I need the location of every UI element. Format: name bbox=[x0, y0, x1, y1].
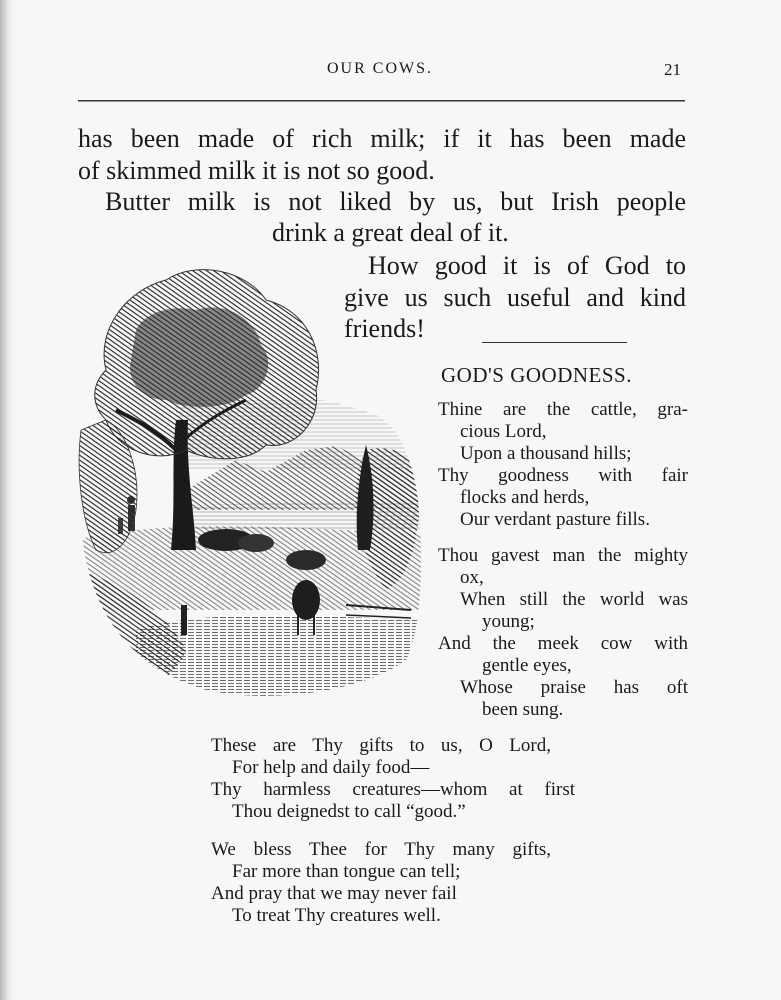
poem-line: ox, bbox=[460, 567, 484, 588]
poem-line: For help and daily food— bbox=[232, 757, 430, 778]
poem-line: Thy harmless creatures—whom at first bbox=[211, 779, 575, 800]
running-head bbox=[75, 60, 685, 84]
poem-line: When still the world was bbox=[460, 589, 688, 610]
poem-line: Thy goodness with fair bbox=[438, 465, 688, 486]
poem-line: Whose praise has oft bbox=[460, 677, 688, 698]
pastoral-engraving-icon bbox=[76, 250, 426, 710]
poem-line: And the meek cow with bbox=[438, 633, 688, 654]
prose-line: Butter milk is not liked by us, but Irish people bbox=[105, 187, 686, 216]
prose-line: of skimmed milk it is not so good. bbox=[78, 156, 435, 185]
page-edge bbox=[0, 0, 14, 1000]
poem-line: We bless Thee for Thy many gifts, bbox=[211, 839, 551, 860]
poem-line: Our verdant pasture fills. bbox=[460, 509, 650, 530]
poem-line: flocks and herds, bbox=[460, 487, 590, 508]
poem-line: young; bbox=[482, 611, 535, 632]
prose-line: give us such useful and kind bbox=[344, 283, 686, 312]
prose-line: drink a great deal of it. bbox=[272, 218, 509, 247]
page-number: 21 bbox=[664, 60, 681, 79]
poem-line: Thou deignedst to call “good.” bbox=[232, 801, 466, 822]
poem-line: To treat Thy creatures well. bbox=[232, 905, 441, 926]
poem-line: cious Lord, bbox=[460, 421, 547, 442]
poem-line: Upon a thousand hills; bbox=[460, 443, 632, 464]
poem-line: And pray that we may never fail bbox=[211, 883, 457, 904]
poem-title: GOD'S GOODNESS. bbox=[441, 363, 632, 387]
section-divider bbox=[482, 342, 627, 343]
poem-line: Far more than tongue can tell; bbox=[232, 861, 461, 882]
poem-line: These are Thy gifts to us, O Lord, bbox=[211, 735, 551, 756]
poem-line: Thou gavest man the mighty bbox=[438, 545, 688, 566]
poem-line: gentle eyes, bbox=[482, 655, 572, 676]
header-rule bbox=[78, 100, 685, 102]
poem-line: Thine are the cattle, gra- bbox=[438, 399, 688, 420]
running-title: OUR COWS. bbox=[326, 60, 433, 77]
prose-line: friends! bbox=[344, 314, 425, 343]
prose-line: How good it is of God to bbox=[368, 251, 686, 280]
prose-line: has been made of rich milk; if it has been made bbox=[78, 124, 686, 153]
poem-line: been sung. bbox=[482, 699, 564, 720]
